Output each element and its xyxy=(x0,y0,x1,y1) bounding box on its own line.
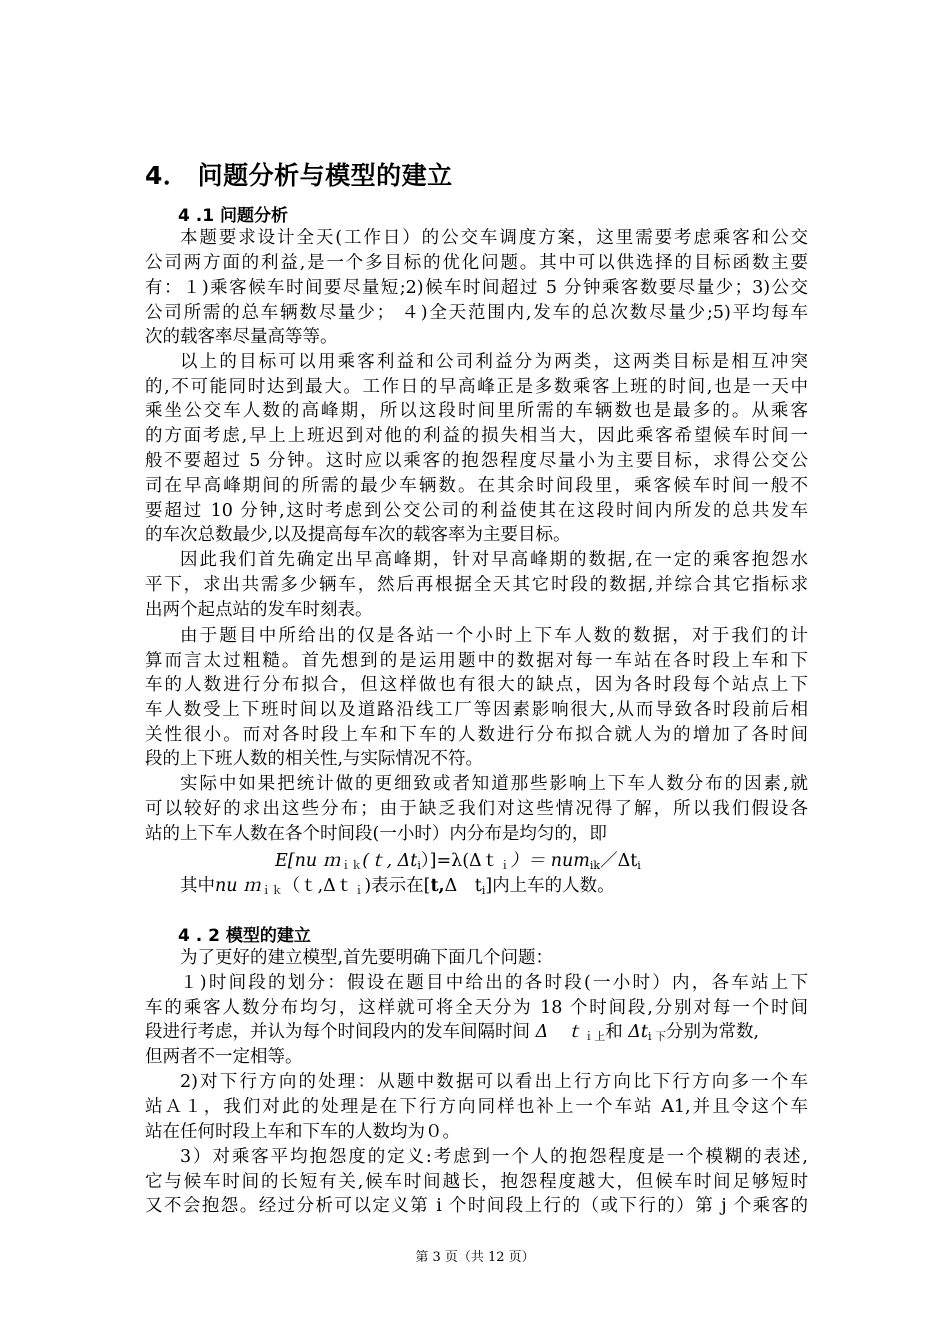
paragraph-line: 次的载客率尽量高等等。 xyxy=(145,327,338,347)
formula-part: ／Δt xyxy=(600,851,638,871)
formula-subscript: i xyxy=(637,859,641,872)
paragraph-line: 算而言太过粗糙。首先想到的是运用题中的数据对每一车站在各时段上车和下 xyxy=(145,651,808,671)
paragraph-line: 站Ａ１，我们对此的处理是在下行方向同样也补上一个车站 A1,并且令这个车 xyxy=(145,1097,808,1117)
text-run: Δ t xyxy=(444,876,482,896)
formula-subscript: ｉ上 xyxy=(583,1030,606,1043)
text-run: （ｔ,Δｔ xyxy=(282,876,354,896)
section-title: 4． 问题分析与模型的建立 xyxy=(145,161,453,190)
paragraph-line: 以上的目标可以用乘客利益和公司利益分为两类，这两类目标是相互冲突 xyxy=(180,352,808,372)
variable: Δ ｔ xyxy=(535,1022,584,1042)
paragraph-line: 又不会抱怨。经过分析可以定义第 i 个时间段上行的（或下行的）第 j 个乘客的 xyxy=(145,1196,808,1216)
variable: Δt xyxy=(628,1022,648,1042)
expectation-formula xyxy=(275,849,655,873)
paragraph-line: 车人数受上下班时间以及道路沿线工厂等因素影响很大,从而导致各时段前后相 xyxy=(145,700,808,720)
formula-subscript: i xyxy=(417,859,421,872)
formula-part: [nu ｍ xyxy=(287,851,341,871)
formula-subscript: ｉ xyxy=(353,884,365,897)
paragraph-line: 可以较好的求出这些分布；由于缺乏我们对这些情况得了解，所以我们假设各 xyxy=(145,799,808,819)
formula-subscript: ｉ xyxy=(499,859,511,872)
paragraph-line: 司在早高峰期间的所需的最少车辆数。在其余时间段里，乘客候车时间一般不 xyxy=(145,476,808,496)
paragraph-line: 的,不可能同时达到最大。工作日的早高峰正是多数乘客上班的时间,也是一天中 xyxy=(145,377,808,397)
paragraph-line: 站的上下车人数在各个时间段(一小时）内分布是均匀的，即 xyxy=(145,824,607,844)
paragraph-line: 出两个起点站的发车时刻表。 xyxy=(145,600,373,620)
paragraph-line: 为了更好的建立模型,首先要明确下面几个问题： xyxy=(180,948,554,968)
paragraph-line: 段的上下班人数的相关性,与实际情况不符。 xyxy=(145,749,484,769)
paragraph-line: 因此我们首先确定出早高峰期，针对早高峰期的数据,在一定的乘客抱怨水 xyxy=(180,550,808,570)
page-footer: 第 3 页（共 12 页） xyxy=(415,1250,535,1265)
formula-part: ）＝ num xyxy=(510,851,590,871)
formula-subscript: ik xyxy=(589,859,601,872)
text-run: 分别为常数, xyxy=(665,1022,760,1042)
formula-part: ）]=λ(Δｔ xyxy=(420,851,500,871)
text-run: 和 xyxy=(605,1022,629,1042)
paragraph-line: 平下，求出共需多少辆车，然后再根据全天其它时段的数据,并综合其它指标求 xyxy=(145,575,808,595)
subsection-heading-4-1: 4 .1 问题分析 xyxy=(178,206,288,226)
paragraph-line: 本题要求设计全天(工作日）的公交车调度方案，这里需要考虑乘客和公交 xyxy=(180,228,808,248)
formula-subscript: i 下 xyxy=(647,1030,666,1043)
paragraph-line: 2)对下行方向的处理：从题中数据可以看出上行方向比下行方向多一个车 xyxy=(180,1072,808,1092)
subsection-heading-4-2: 4 . 2 模型的建立 xyxy=(178,926,311,946)
paragraph-line xyxy=(145,1020,808,1044)
variable: t, xyxy=(430,876,445,896)
paragraph-line: 般不要超过 5 分钟。这时应以乘客的抱怨程度尽量小为主要目标，求得公交公 xyxy=(145,451,808,471)
paragraph-line: 车的人数进行分布拟合，但这样做也有很大的缺点，因为各时段每个站点上下 xyxy=(145,675,808,695)
paragraph-line: 要超过 10 分钟,这时考虑到公交公司的利益使其在这段时间内所发的总共发车 xyxy=(145,501,808,521)
formula-subscript: ｉｋ xyxy=(340,859,363,872)
paragraph-line: 的方面考虑,早上上班迟到对他的利益的损失相当大，因此乘客希望候车时间一 xyxy=(145,426,808,446)
formula-part: (ｔ, Δt xyxy=(362,851,418,871)
paragraph-line: 乘坐公交车人数的高峰期，所以这段时间里所需的车辆数也是最多的。从乘客 xyxy=(145,401,808,421)
paragraph-line: 关性很小。而对各时段上车和下车的人数进行分布拟合就人为的增加了各时间 xyxy=(145,725,808,745)
paragraph-line: 有：１)乘客候车时间要尽量短;2)候车时间超过 5 分钟乘客数要尽量少；3)公交 xyxy=(145,278,808,298)
paragraph-line: 但两者不一定相等。 xyxy=(145,1047,303,1067)
variable: nu ｍ xyxy=(215,876,261,896)
paragraph-line: １)时间段的划分：假设在题目中给出的各时段(一小时）内，各车站上下 xyxy=(180,973,808,993)
formula-subscript: i xyxy=(481,884,486,897)
paragraph-line: 由于题目中所给出的仅是各站一个小时上下车人数的数据，对于我们的计 xyxy=(180,626,808,646)
paragraph-line: 3）对乘客平均抱怨度的定义:考虑到一个人的抱怨程度是一个模糊的表述, xyxy=(180,1147,808,1167)
paragraph-line: 的车次总数最少,以及提高每车次的载客率为主要目标。 xyxy=(145,525,571,545)
text-run: ]内上车的人数。 xyxy=(485,876,615,896)
text-run: 其中 xyxy=(180,876,215,896)
paragraph-line: 公司所需的总车辆数尽量少； ４)全天范围内,发车的总次数尽量少;5)平均每车 xyxy=(145,303,808,323)
text-run: 段进行考虑，并认为每个时间段内的发车间隔时间 xyxy=(145,1022,536,1042)
paragraph-line: 站在任何时段上车和下车的人数均为０。 xyxy=(145,1122,460,1142)
formula-part: E xyxy=(275,851,288,871)
paragraph-line: 实际中如果把统计做的更细致或者知道那些影响上下车人数分布的因素,就 xyxy=(180,774,808,794)
paragraph-line: 车的乘客人数分布均匀，这样就可将全天分为 18 个时间段,分别对每一个时间 xyxy=(145,998,808,1018)
paragraph-line: 它与候车时间的长短有关,候车时间越长，抱怨程度越大，但候车时间足够短时 xyxy=(145,1172,808,1192)
formula-explanation xyxy=(180,874,808,898)
paragraph-line: 公司两方面的利益,是一个多目标的优化问题。其中可以供选择的目标函数主要 xyxy=(145,253,808,273)
formula-subscript: ｉｋ xyxy=(260,884,283,897)
text-run: )表示在[ xyxy=(364,876,431,896)
